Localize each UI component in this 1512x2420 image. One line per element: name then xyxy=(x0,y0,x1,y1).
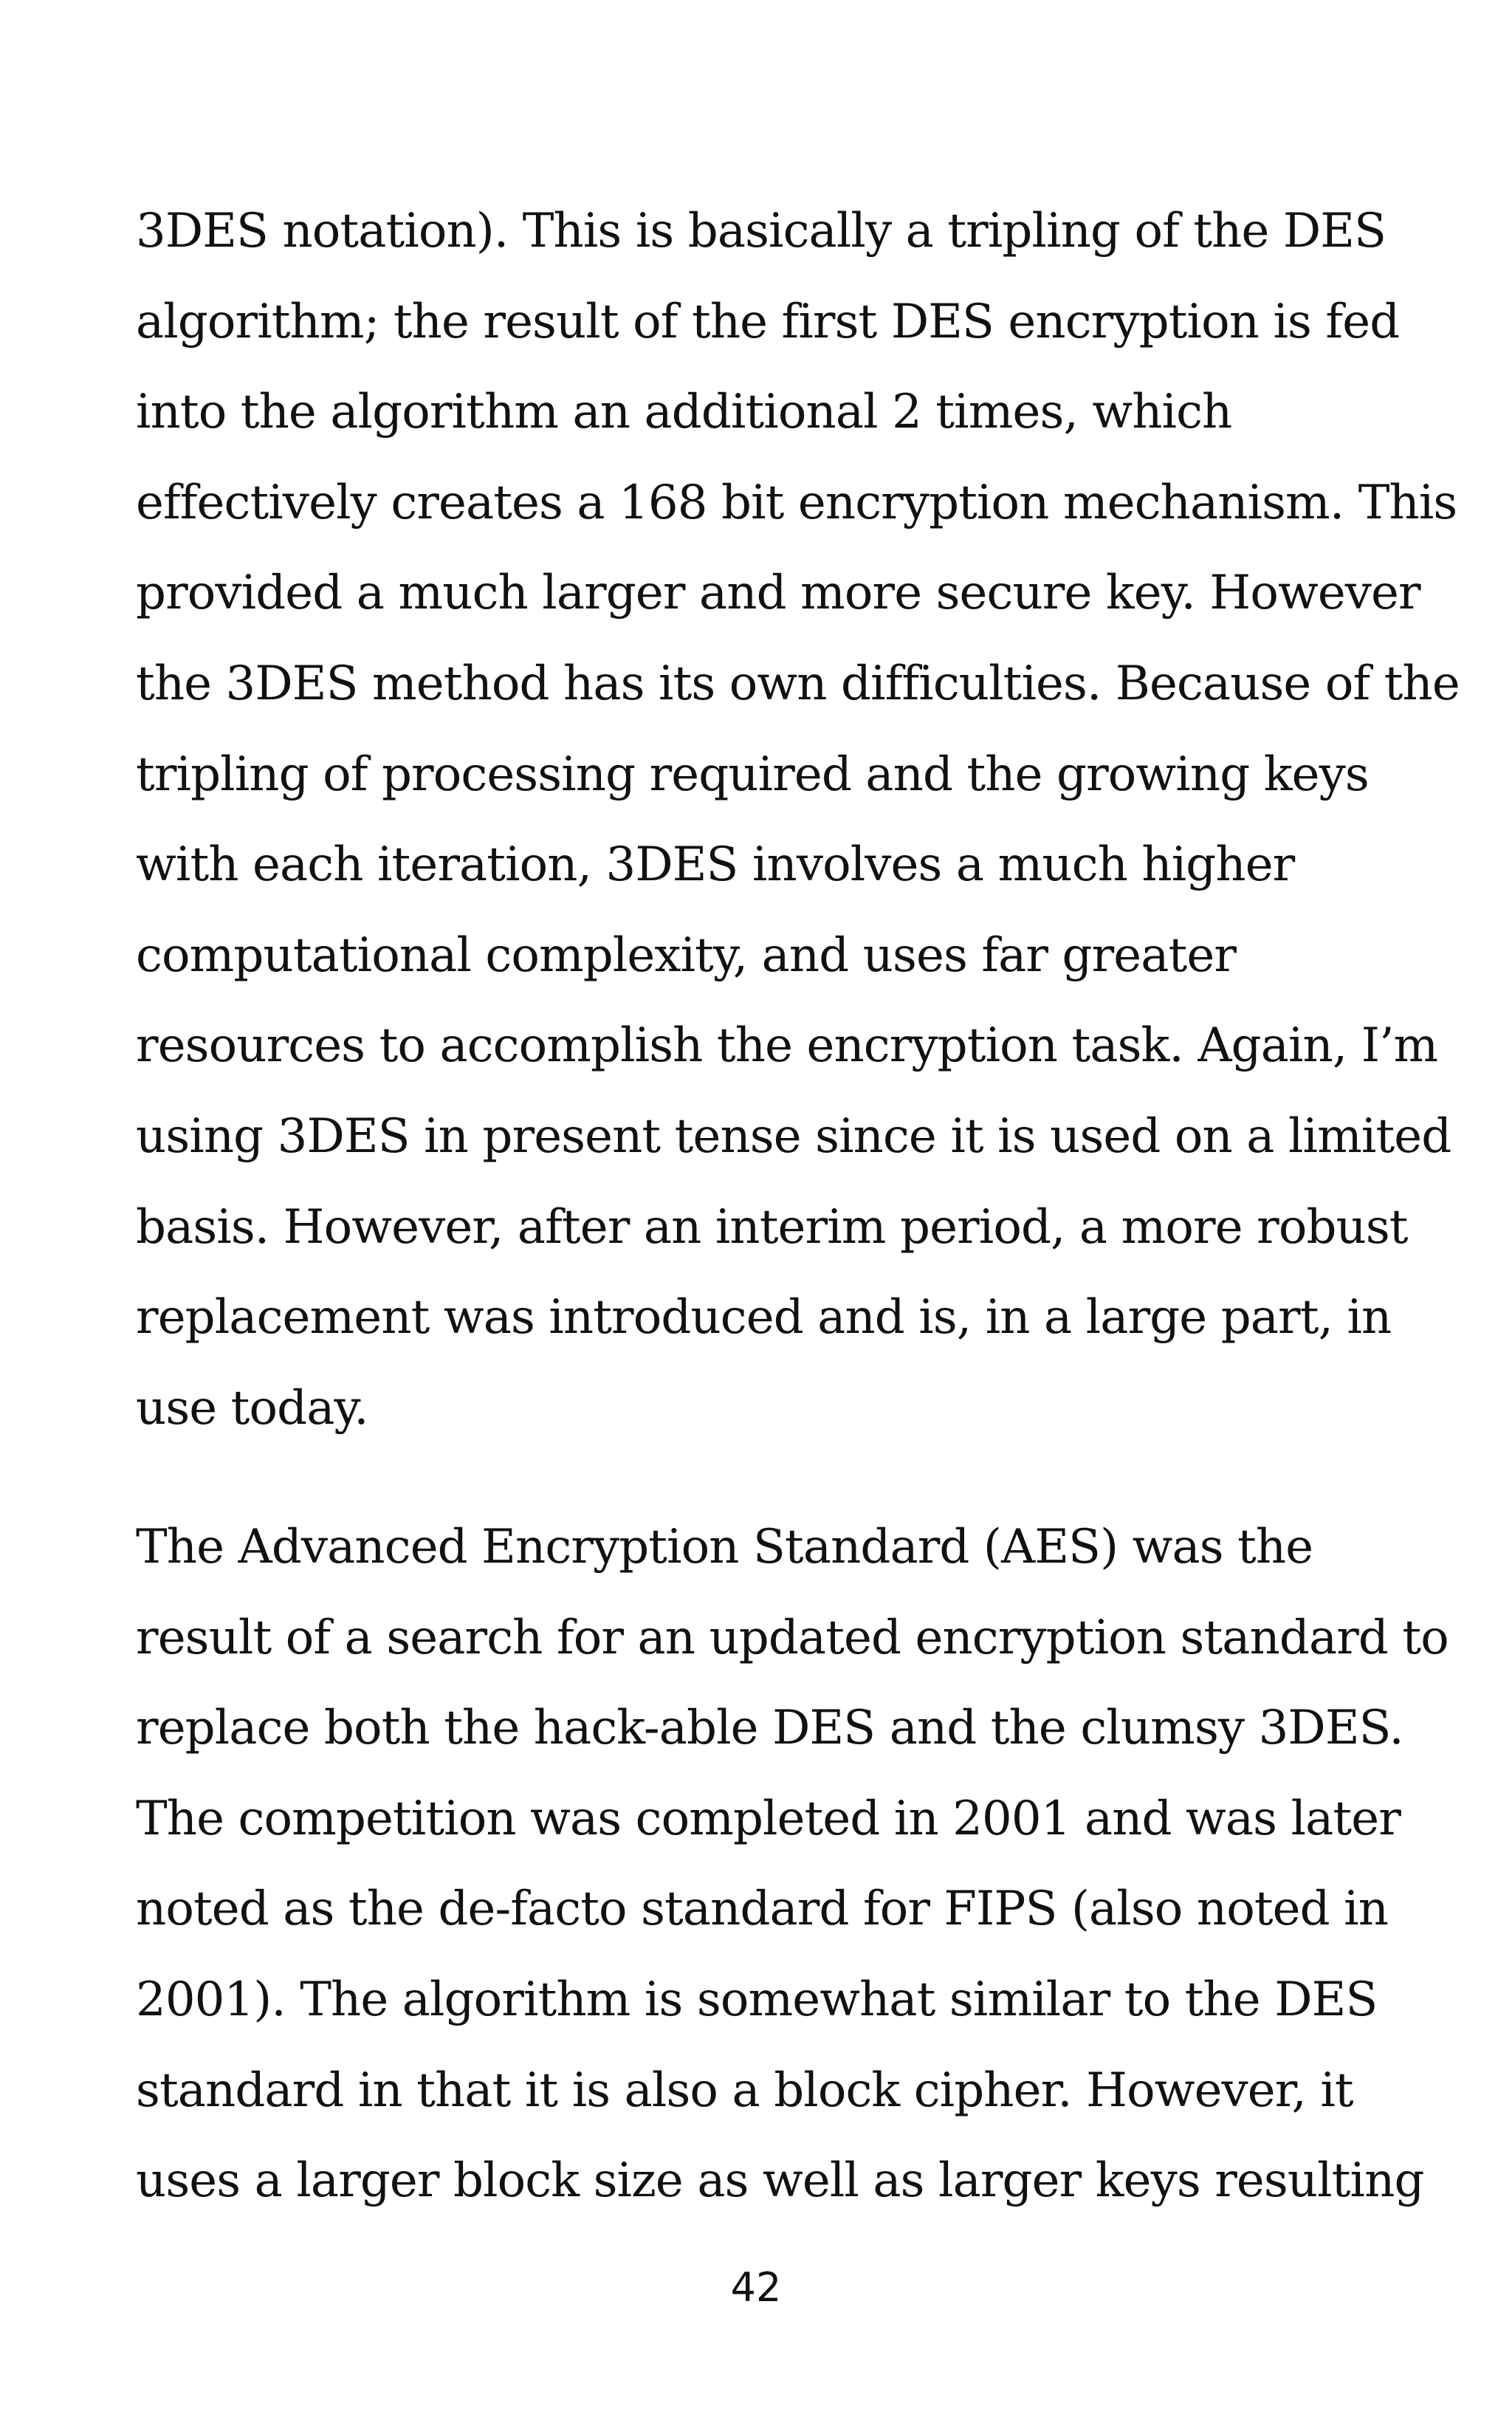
text-line: 3DES notation). This is basically a tripling of the DES xyxy=(136,204,1386,258)
body-paragraph xyxy=(136,186,1460,1453)
text-line: 2001). The algorithm is somewhat similar to the DES xyxy=(136,1972,1378,2027)
page-number: 42 xyxy=(730,2264,782,2311)
text-line: computational complexity, and uses far greater xyxy=(136,928,1237,983)
text-line: replace both the hack-able DES and the clumsy 3DES. xyxy=(136,1701,1403,1756)
text-line: use today. xyxy=(136,1380,368,1436)
text-line: into the algorithm an additional 2 times, which xyxy=(136,385,1232,440)
body-paragraph xyxy=(136,1502,1449,2227)
text-line: basis. However, after an interim period, a more robust xyxy=(136,1199,1408,1255)
text-line: noted as the de-facto standard for FIPS (also noted in xyxy=(136,1882,1389,1937)
text-line: uses a larger block size as well as larger keys resulting xyxy=(136,2153,1424,2209)
text-line: algorithm; the result of the first DES encryption is fed xyxy=(136,294,1400,349)
text-line: tripling of processing required and the growing keys xyxy=(136,747,1369,802)
text-line: using 3DES in present tense since it is used on a limited xyxy=(136,1108,1451,1164)
text-line: The competition was completed in 2001 and was later xyxy=(136,1791,1401,1846)
text-line: resources to accomplish the encryption task. Again, I’m xyxy=(136,1018,1438,1074)
text-line: replacement was introduced and is, in a large part, in xyxy=(136,1290,1392,1346)
text-line: The Advanced Encryption Standard (AES) was the xyxy=(136,1520,1313,1574)
text-line: the 3DES method has its own difficulties. Because of the xyxy=(136,656,1460,711)
text-line: effectively creates a 168 bit encryption mechanism. This xyxy=(136,475,1457,530)
text-line: result of a search for an updated encryption standard to xyxy=(136,1610,1449,1665)
text-line: with each iteration, 3DES involves a much higher xyxy=(136,837,1295,893)
text-line: standard in that it is also a block cipher. However, it xyxy=(136,2063,1353,2118)
text-line: provided a much larger and more secure key. However xyxy=(136,566,1420,621)
